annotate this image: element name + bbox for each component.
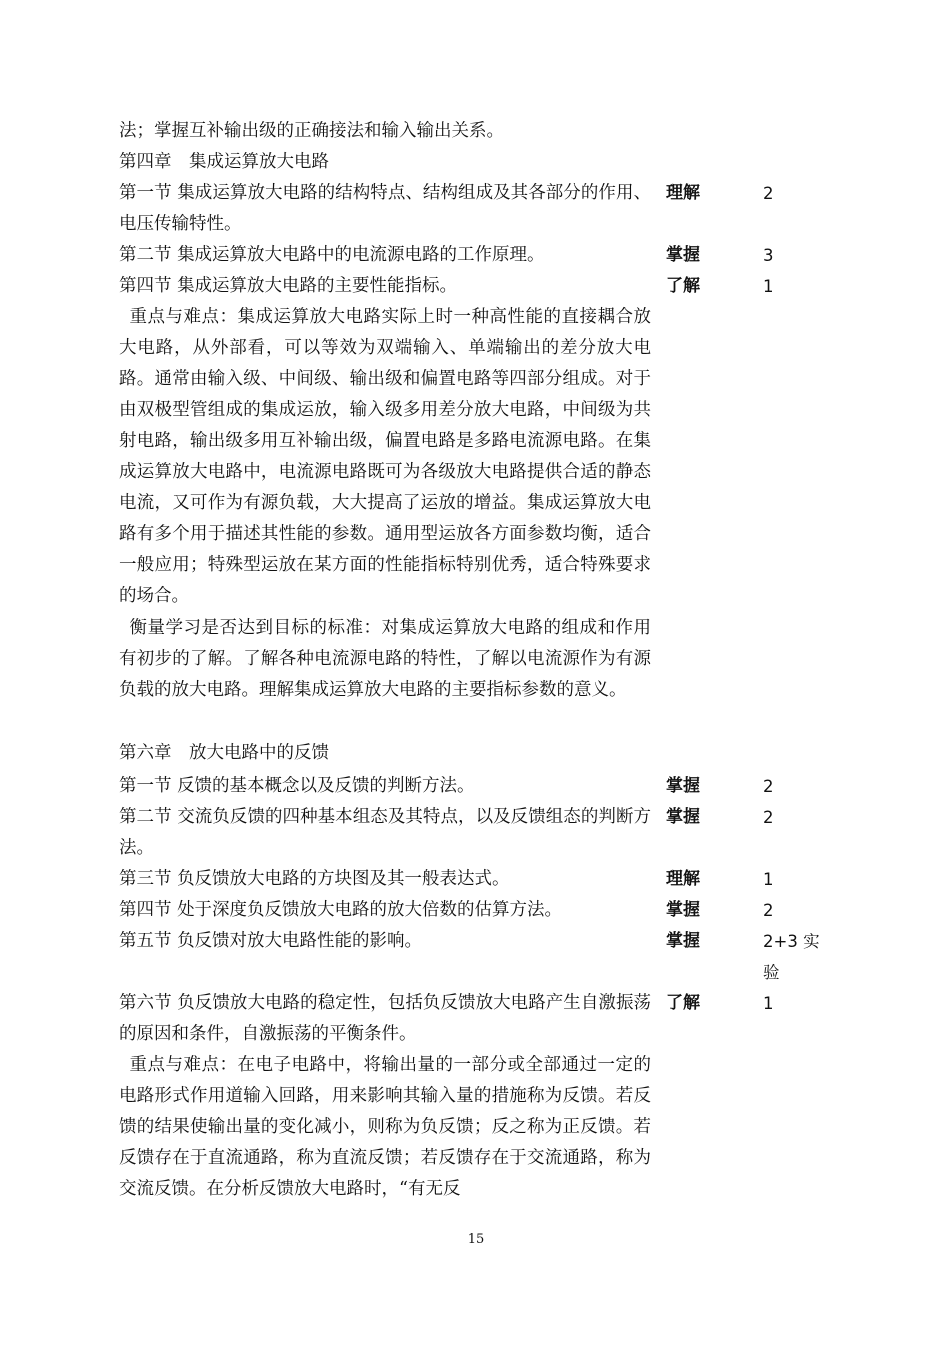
class-hours: 2 [763, 901, 774, 920]
requirement-level: 掌握 [666, 776, 700, 796]
requirement-level: 掌握 [666, 900, 700, 920]
requirement-level: 了解 [666, 276, 700, 296]
text-line [119, 116, 839, 147]
section-text: 第一节 反馈的基本概念以及反馈的判断方法。 [119, 776, 475, 796]
requirement-level: 掌握 [666, 807, 700, 827]
class-hours: 1 [763, 870, 774, 889]
syllabus-row [119, 802, 839, 864]
section-text: 第六节 负反馈放大电路的稳定性，包括负反馈放大电路产生自激振荡的原因和条件，自激振荡的平衡条件。 [119, 993, 651, 1044]
section-text: 第四节 集成运算放大电路的主要性能指标。 [119, 276, 458, 296]
section-text: 第四节 处于深度负反馈放大电路的放大倍数的估算方法。 [119, 900, 563, 920]
requirement-level: 了解 [666, 993, 700, 1013]
class-hours: 1 [763, 994, 774, 1013]
section-text: 第二节 集成运算放大电路中的电流源电路的工作原理。 [119, 245, 545, 265]
chapter-heading [119, 738, 839, 769]
requirement-level: 掌握 [666, 931, 700, 951]
class-hours: 3 [763, 246, 774, 265]
section-text: 第三节 负反馈放大电路的方块图及其一般表达式。 [119, 869, 510, 889]
syllabus-row [119, 178, 839, 240]
syllabus-row [119, 240, 839, 271]
key-points-paragraph: 重点与难点：集成运算放大电路实际上时一种高性能的直接耦合放大电路，从外部看，可以等效为双端输入、单端输出的差分放大电路。通常由输入级、中间级、输出级和偏置电路等四部分组成。对于由双极型管组成的集成运放，输入级多用差分放大电路，中间级为共射电路，输出级多用互补输出级，偏置电路是多路电流源电路。在集成运算放大电路中，电流源电路既可为各级放大电路提供合适的静态电流，又可作为有源负载，大大提高了运放的增益。集成运算放大电路有多个用于描述其性能的参数。通用型运放各方面参数均衡，适合一般应用；特殊型运放在某方面的性能指标特别优秀，适合特殊要求的场合。 [119, 307, 651, 606]
chapter-heading [119, 147, 839, 178]
assessment-block [119, 613, 839, 706]
syllabus-row [119, 988, 839, 1050]
page-number: 15 [467, 1232, 485, 1247]
class-hours: 2+3 实验 [763, 932, 820, 982]
syllabus-row [119, 864, 839, 895]
requirement-level: 理解 [666, 183, 700, 203]
section-text: 第五节 负反馈对放大电路性能的影响。 [119, 931, 423, 951]
requirement-level: 理解 [666, 869, 700, 889]
section-text: 第二节 交流负反馈的四种基本组态及其特点，以及反馈组态的判断方法。 [119, 807, 651, 858]
requirement-level: 掌握 [666, 245, 700, 265]
section-text: 第一节 集成运算放大电路的结构特点、结构组成及其各部分的作用、电压传输特性。 [119, 183, 651, 234]
syllabus-row [119, 771, 839, 802]
paragraph-continuation: 法；掌握互补输出级的正确接法和输入输出关系。 [119, 121, 504, 141]
class-hours: 2 [763, 808, 774, 827]
chapter-6-title: 第六章 放大电路中的反馈 [119, 743, 329, 763]
syllabus-row [119, 926, 839, 982]
assessment-standard-paragraph: 衡量学习是否达到目标的标准：对集成运算放大电路的组成和作用有初步的了解。了解各种电流源电路的特性，了解以电流源作为有源负载的放大电路。理解集成运算放大电路的主要指标参数的意义。 [119, 618, 651, 700]
class-hours: 1 [763, 277, 774, 296]
syllabus-row [119, 271, 839, 302]
chapter-4-title: 第四章 集成运算放大电路 [119, 152, 329, 172]
class-hours: 2 [763, 777, 774, 796]
syllabus-row [119, 895, 839, 926]
key-points-block [119, 302, 839, 612]
class-hours: 2 [763, 184, 774, 203]
key-points-paragraph: 重点与难点：在电子电路中，将输出量的一部分或全部通过一定的电路形式作用道输入回路，用来影响其输入量的措施称为反馈。若反馈的结果使输出量的变化减小，则称为负反馈；反之称为正反馈。若反馈存在于直流通路，称为直流反馈；若反馈存在于交流通路，称为交流反馈。在分析反馈放大电路时，“有无反 [119, 1055, 651, 1199]
key-points-block [119, 1050, 839, 1205]
